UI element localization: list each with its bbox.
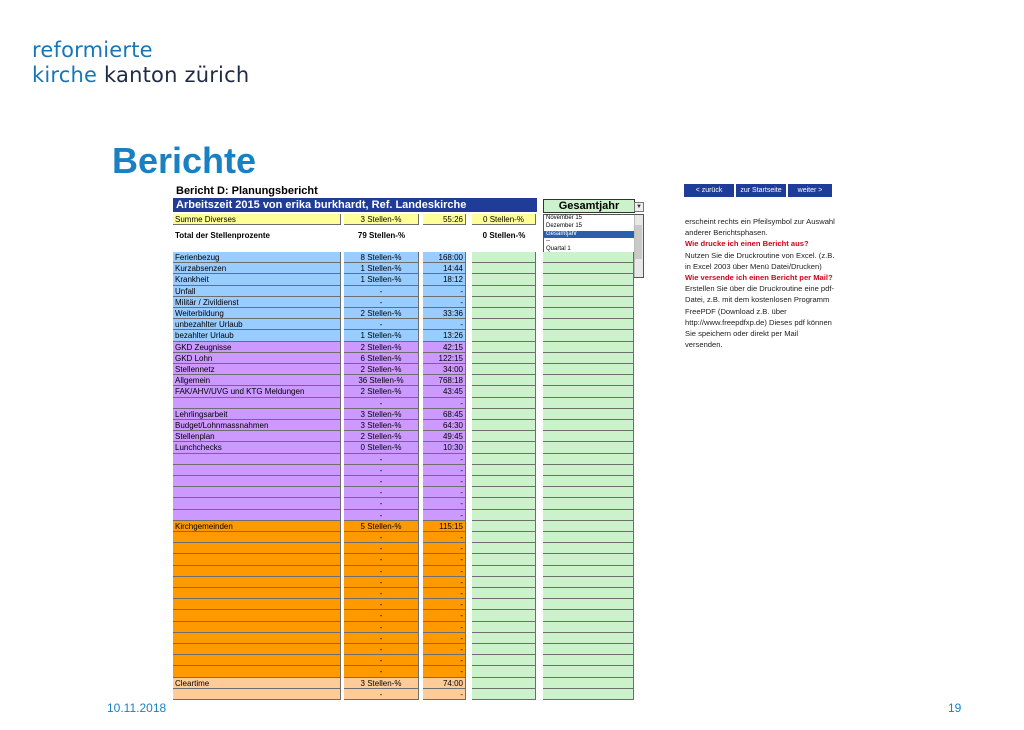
row-label [173,398,341,409]
row-time: 168:00 [423,252,466,263]
row-time: - [423,655,466,666]
row-green-cell [543,510,634,521]
table-row [173,386,637,397]
row-green-cell [472,622,536,633]
table-row [173,554,637,565]
row-green-cell [543,454,634,465]
row-stellen: 3 Stellen-% [344,409,419,420]
row-green-cell [472,543,536,554]
row-stellen: 8 Stellen-% [344,252,419,263]
row-stellen: - [344,577,419,588]
row-label [173,510,341,521]
row-stellen: - [344,286,419,297]
row-stellen: - [344,554,419,565]
summary-stellen: 3 Stellen-% [344,214,419,225]
row-time: - [423,577,466,588]
row-label [173,465,341,476]
row-green-cell [543,342,634,353]
table-row [173,319,637,330]
table-row [173,633,637,644]
row-green-cell [472,263,536,274]
row-stellen: - [344,599,419,610]
row-green-cell [472,431,536,442]
row-label [173,666,341,677]
row-green-cell [472,599,536,610]
row-time: - [423,532,466,543]
table-row [173,409,637,420]
row-time: 43:45 [423,386,466,397]
total-extra: 0 Stellen-% [482,231,526,240]
row-stellen: - [344,476,419,487]
help-question-print: Wie drucke ich einen Bericht aus? [685,239,809,249]
summary-time: 55:26 [423,214,466,225]
table-row [173,510,637,521]
dropdown-option[interactable]: November 15 [546,215,583,221]
row-green-cell [472,386,536,397]
table-row [173,353,637,364]
row-green-cell [543,666,634,677]
row-time: 122:15 [423,353,466,364]
row-label [173,554,341,565]
row-green-cell [472,398,536,409]
row-label: Weiterbildung [173,308,341,319]
row-time: 768:18 [423,375,466,386]
row-green-cell [472,420,536,431]
row-time: - [423,554,466,565]
row-stellen: - [344,610,419,621]
row-label: Cleartime [173,678,341,689]
row-label: Ferienbezug [173,252,341,263]
row-time: 10:30 [423,442,466,453]
table-row [173,442,637,453]
row-green-cell [543,308,634,319]
summary-label: Summe Diverses [173,214,341,225]
table-row [173,577,637,588]
row-time: - [423,286,466,297]
row-green-cell [543,689,634,700]
row-green-cell [472,510,536,521]
row-stellen: - [344,655,419,666]
row-stellen: 3 Stellen-% [344,678,419,689]
table-row [173,274,637,285]
row-green-cell [472,554,536,565]
row-time: - [423,543,466,554]
row-label [173,689,341,700]
row-green-cell [472,342,536,353]
row-label [173,532,341,543]
summary-extra: 0 Stellen-% [472,214,536,225]
row-green-cell [472,274,536,285]
row-time: - [423,622,466,633]
dropdown-option[interactable]: Gesamtjahr [544,231,643,239]
row-stellen: 2 Stellen-% [344,431,419,442]
table-row [173,454,637,465]
row-green-cell [543,286,634,297]
row-stellen: - [344,498,419,509]
logo-line2b: kanton zürich [104,63,250,87]
row-green-cell [543,353,634,364]
slide-title: Berichte [112,140,257,181]
row-label [173,454,341,465]
row-green-cell [472,633,536,644]
row-time: - [423,297,466,308]
row-time: 18:12 [423,274,466,285]
table-row [173,476,637,487]
report-header: Arbeitszeit 2015 von erika burkhardt, Ref. Landeskirche [173,198,537,212]
row-green-cell [472,678,536,689]
logo-line2 [32,63,249,88]
row-label: GKD Lohn [173,353,341,364]
row-label: Militär / Zivildienst [173,297,341,308]
row-time: - [423,633,466,644]
row-green-cell [543,420,634,431]
table-row [173,599,637,610]
table-row [173,342,637,353]
row-stellen: 2 Stellen-% [344,364,419,375]
row-time: - [423,510,466,521]
row-green-cell [543,398,634,409]
row-label [173,498,341,509]
row-green-cell [472,476,536,487]
row-stellen: - [344,566,419,577]
table-row [173,431,637,442]
row-label [173,588,341,599]
help-question-mail: Wie versende ich einen Bericht per Mail? [685,273,833,283]
row-green-cell [543,554,634,565]
row-stellen: - [344,666,419,677]
row-time: 68:45 [423,409,466,420]
row-label [173,655,341,666]
logo-line2a: kirche [32,63,98,87]
row-green-cell [543,588,634,599]
row-stellen: 6 Stellen-% [344,353,419,364]
summary-row [173,214,637,225]
help-answer-print: Nutzen Sie die Druckroutine von Excel. (z.B. in Excel 2003 über Menü Datei/Drucken) [685,250,835,271]
table-row [173,588,637,599]
row-green-cell [472,375,536,386]
row-green-cell [543,442,634,453]
row-stellen: - [344,465,419,476]
row-stellen: 2 Stellen-% [344,308,419,319]
row-label [173,633,341,644]
table-row [173,532,637,543]
row-green-cell [543,577,634,588]
table-row [173,375,637,386]
row-green-cell [543,532,634,543]
row-stellen: - [344,532,419,543]
row-label: Unfall [173,286,341,297]
row-green-cell [543,599,634,610]
row-green-cell [543,375,634,386]
table-row [173,465,637,476]
row-label [173,543,341,554]
dropdown-option[interactable]: Dezember 15 [546,222,583,229]
table-row [173,364,637,375]
row-stellen: 2 Stellen-% [344,386,419,397]
row-time: - [423,689,466,700]
row-label: bezahlter Urlaub [173,330,341,341]
row-stellen: 5 Stellen-% [344,521,419,532]
footer-date: 10.11.2018 [107,701,167,715]
row-green-cell [472,465,536,476]
row-green-cell [472,442,536,453]
row-green-cell [543,566,634,577]
row-stellen: 1 Stellen-% [344,330,419,341]
row-label: Kurzabsenzen [173,263,341,274]
church-logo [32,38,249,88]
row-label: Lunchchecks [173,442,341,453]
row-green-cell [472,498,536,509]
row-green-cell [472,487,536,498]
home-button[interactable]: zur Startseite [736,184,786,197]
row-stellen: - [344,454,419,465]
table-row [173,543,637,554]
row-time: - [423,319,466,330]
row-label: Budget/Lohnmassnahmen [173,420,341,431]
row-green-cell [472,666,536,677]
row-green-cell [472,566,536,577]
row-green-cell [543,678,634,689]
row-green-cell [472,353,536,364]
row-label [173,566,341,577]
row-stellen: - [344,487,419,498]
report-title: Bericht D: Planungsbericht [176,185,318,197]
row-green-cell [472,409,536,420]
row-time: - [423,644,466,655]
table-row [173,644,637,655]
row-green-cell [543,610,634,621]
row-time: - [423,666,466,677]
row-time: - [423,487,466,498]
row-label: Stellennetz [173,364,341,375]
row-label [173,622,341,633]
row-stellen: - [344,297,419,308]
row-time: 42:15 [423,342,466,353]
row-green-cell [543,655,634,666]
row-time: 74:00 [423,678,466,689]
logo-line1: reformierte [32,38,153,62]
row-green-cell [472,454,536,465]
row-time: - [423,465,466,476]
row-time: - [423,454,466,465]
row-label: Krankheit [173,274,341,285]
row-green-cell [543,633,634,644]
row-green-cell [543,263,634,274]
row-stellen: - [344,510,419,521]
row-green-cell [543,274,634,285]
row-green-cell [472,364,536,375]
row-green-cell [472,252,536,263]
row-label: Allgemein [173,375,341,386]
row-stellen: 36 Stellen-% [344,375,419,386]
row-green-cell [472,521,536,532]
row-label: GKD Zeugnisse [173,342,341,353]
row-time: 13:26 [423,330,466,341]
row-green-cell [472,577,536,588]
row-green-cell [472,319,536,330]
row-stellen: - [344,319,419,330]
row-time: - [423,588,466,599]
row-green-cell [543,644,634,655]
row-label: unbezahlter Urlaub [173,319,341,330]
row-green-cell [472,297,536,308]
row-green-cell [543,622,634,633]
table-row [173,689,637,700]
row-green-cell [543,487,634,498]
row-time: 33:36 [423,308,466,319]
row-label: FAK/AHV/UVG und KTG Meldungen [173,386,341,397]
row-label [173,610,341,621]
table-row [173,330,637,341]
table-row [173,252,637,263]
row-green-cell [472,588,536,599]
row-label: Stellenplan [173,431,341,442]
row-time: 49:45 [423,431,466,442]
row-time: - [423,398,466,409]
chevron-down-icon[interactable]: ▼ [634,202,644,212]
row-stellen: 1 Stellen-% [344,274,419,285]
row-stellen: 0 Stellen-% [344,442,419,453]
table-row [173,622,637,633]
row-time: - [423,610,466,621]
page-number: 19 [948,701,962,715]
row-green-cell [472,689,536,700]
row-stellen: - [344,398,419,409]
table-row [173,610,637,621]
row-label [173,476,341,487]
row-green-cell [472,330,536,341]
row-time: - [423,498,466,509]
row-label [173,644,341,655]
row-green-cell [543,386,634,397]
row-green-cell [472,286,536,297]
row-label [173,599,341,610]
row-time: 14:44 [423,263,466,274]
row-green-cell [543,465,634,476]
table-row [173,498,637,509]
row-green-cell [543,330,634,341]
row-stellen: - [344,622,419,633]
table-row [173,566,637,577]
row-label: Lehrlingsarbeit [173,409,341,420]
row-green-cell [543,364,634,375]
row-stellen: - [344,644,419,655]
total-row [173,230,637,241]
row-stellen: 1 Stellen-% [344,263,419,274]
table-row [173,398,637,409]
row-green-cell [472,655,536,666]
table-row [173,655,637,666]
row-green-cell [543,431,634,442]
row-green-cell [543,252,634,263]
row-green-cell [543,409,634,420]
row-green-cell [543,476,634,487]
row-green-cell [543,543,634,554]
row-green-cell [472,532,536,543]
table-row [173,666,637,677]
dropdown-option[interactable]: Quartal 1 [546,246,571,253]
row-green-cell [543,498,634,509]
row-green-cell [543,319,634,330]
table-row [173,521,637,532]
row-stellen: - [344,633,419,644]
table-row [173,420,637,431]
table-row [173,263,637,274]
total-stellen: 79 Stellen-% [357,231,406,240]
row-stellen: 2 Stellen-% [344,342,419,353]
row-stellen: - [344,689,419,700]
row-stellen: 3 Stellen-% [344,420,419,431]
row-time: - [423,566,466,577]
row-green-cell [472,610,536,621]
back-button[interactable]: < zurück [684,184,734,197]
row-label [173,487,341,498]
table-row [173,678,637,689]
row-stellen: - [344,543,419,554]
table-row [173,487,637,498]
row-time: - [423,476,466,487]
row-time: - [423,599,466,610]
table-row [173,286,637,297]
dropdown-option[interactable]: -- [546,238,550,245]
row-green-cell [543,521,634,532]
row-green-cell [472,308,536,319]
next-button[interactable]: weiter > [788,184,832,197]
help-text [685,216,835,350]
help-answer-mail: Erstellen Sie über die Druckroutine eine pdf-Datei, z.B. mit dem kostenlosen Programm FreePDF (Download z.B. über http://www.freepdfxp.de) Dieses pdf können Sie speichern oder direkt per Mail versenden. [685,284,835,350]
table-row [173,308,637,319]
row-time: 64:30 [423,420,466,431]
row-green-cell [543,297,634,308]
row-label: Kirchgemeinden [173,521,341,532]
row-time: 115:15 [423,521,466,532]
row-time: 34:00 [423,364,466,375]
row-green-cell [472,644,536,655]
row-label [173,577,341,588]
period-select[interactable]: Gesamtjahr [543,199,635,213]
total-label: Total der Stellenprozente [175,231,270,240]
row-stellen: - [344,588,419,599]
help-intro: erscheint rechts ein Pfeilsymbol zur Auswahl anderer Berichtsphasen. [685,217,835,238]
table-row [173,297,637,308]
